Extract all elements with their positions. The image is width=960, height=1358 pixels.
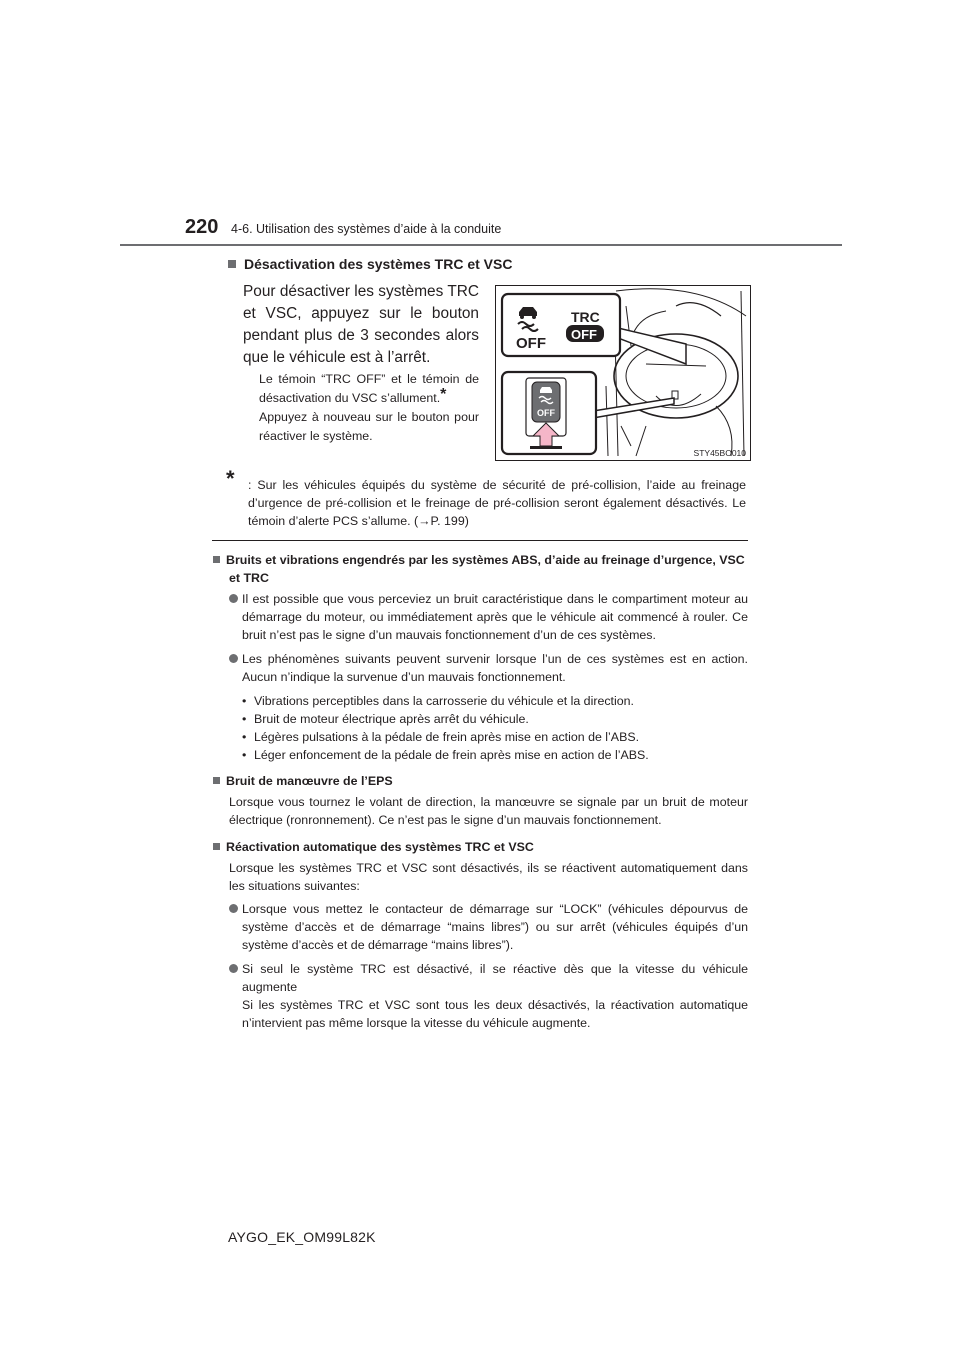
note-reactivate-text: Appuyez à nouveau sur le bouton pour réactiver le système.: [259, 410, 479, 443]
callout-wedge-bottom: [593, 398, 674, 418]
header-rule: [120, 244, 842, 246]
heading-eps-noise: [213, 772, 748, 790]
square-bullet-icon: [213, 556, 220, 563]
indicator-note: [259, 370, 479, 446]
square-bullet-icon: [213, 777, 220, 784]
footnote-asterisk: *: [226, 466, 235, 491]
trc-label: TRC: [571, 309, 600, 325]
list-item-text: Il est possible que vous perceviez un bruit caractéristique dans le compartiment moteur au démarrage du moteur, ou immédiatement après que le véhicule ait commencé à rouler. Ce bruit n’est pas le signe d’un mauvais fonctionnement d’un de ces systèmes.: [242, 592, 748, 642]
eps-noise-paragraph: Lorsque vous tournez le volant de direction, la manœuvre se signale par un bruit de moteur électrique (ronronnement). Ce n’est pas le signe d’un mauvais fonctionnement.: [229, 795, 748, 827]
sub-list-item: • Léger enfoncement de la pédale de frein après mise en action de l’ABS.: [242, 746, 748, 764]
intro-paragraph: Pour désactiver les systèmes TRC et VSC, appuyez sur le bouton pendant plus de 3 secondes alors que le véhicule est à l’arrêt.: [243, 283, 479, 366]
section-title-text: Désactivation des systèmes TRC et VSC: [244, 256, 513, 272]
heading-noise-vibration: [213, 551, 748, 587]
list-item-line2: Si les systèmes TRC et VSC sont tous les deux désactivés, la réactivation automatique n’intervient pas même lorsque la vitesse du véhicule augmente.: [242, 998, 748, 1030]
list-item: [229, 900, 748, 954]
section-title: [228, 256, 512, 272]
sub-list-item: • Bruit de moteur électrique après arrêt du véhicule.: [242, 710, 748, 728]
round-bullet-icon: [229, 964, 238, 973]
heading-auto-reactivation-text: Réactivation automatique des systèmes TRC et VSC: [226, 840, 534, 854]
list-item-text: Les phénomènes suivants peuvent survenir lorsque l’un de ces systèmes est en action. Aucun n’indique la survenue d’un mauvais fonctionnement.: [242, 652, 748, 684]
heading-noise-vibration-text: Bruits et vibrations engendrés par les systèmes ABS, d’aide au freinage d’urgence, VSC et TRC: [226, 553, 745, 585]
footnote: [226, 466, 746, 530]
document-code: AYGO_EK_OM99L82K: [228, 1229, 376, 1245]
dashboard-illustration: [496, 286, 750, 460]
list-item: [229, 650, 748, 686]
asterisk-mark: *: [440, 386, 447, 403]
heading-auto-reactivation: [213, 838, 748, 856]
round-bullet-icon: [229, 594, 238, 603]
list-item-line1: Si seul le système TRC est désactivé, il se réactive dès que la vitesse du véhicule augmente: [242, 962, 748, 994]
list-item: [229, 960, 748, 1032]
indicator-off-label: OFF: [516, 335, 546, 352]
button-off-label: OFF: [537, 408, 555, 418]
sub-list-item: • Légères pulsations à la pédale de frein après mise en action de l’ABS.: [242, 728, 748, 746]
chapter-title: 4-6. Utilisation des systèmes d’aide à la conduite: [231, 222, 502, 236]
note-indicator-line: Le témoin “TRC OFF” et le témoin de désactivation du VSC s’allument.: [259, 372, 479, 405]
note-indicator-text: [259, 370, 479, 408]
footnote-text: : Sur les véhicules équipés du système de sécurité de pré-collision, l’aide au freinage d’urgence de pré-collision et le freinage de pré-collision seront également désactivés. Le témoin d’alerte PCS s’allume. (→P. 199): [248, 478, 746, 528]
sub-list-item: • Vibrations perceptibles dans la carrosserie du véhicule et la direction.: [242, 692, 748, 710]
section-divider: [212, 540, 748, 541]
square-bullet-icon: [228, 260, 236, 268]
round-bullet-icon: [229, 654, 238, 663]
list-item: [229, 590, 748, 644]
dash-outline: [616, 289, 746, 316]
auto-reactivation-paragraph: Lorsque les systèmes TRC et VSC sont désactivés, ils se réactivent automatiquement dans les situations suivantes:: [229, 861, 748, 893]
square-bullet-icon: [213, 843, 220, 850]
trc-off-indicator-icon: [566, 309, 604, 342]
round-bullet-icon: [229, 904, 238, 913]
sub-list: [213, 692, 748, 764]
heading-eps-noise-text: Bruit de manœuvre de l’EPS: [226, 774, 393, 788]
list-item-text: Lorsque vous mettez le contacteur de démarrage sur “LOCK” (véhicules dépourvus de système d’accès et de démarrage “mains libres”) ou sur arrêt (véhicules équipés d’un système d’accès et de démarrage “mains libres”).: [242, 902, 748, 952]
figure-code: STY45BO010: [693, 448, 746, 458]
page-number: 220: [185, 216, 219, 238]
dashboard-figure: [495, 285, 751, 461]
trc-off-label: OFF: [571, 327, 597, 342]
info-section: [213, 551, 748, 1038]
